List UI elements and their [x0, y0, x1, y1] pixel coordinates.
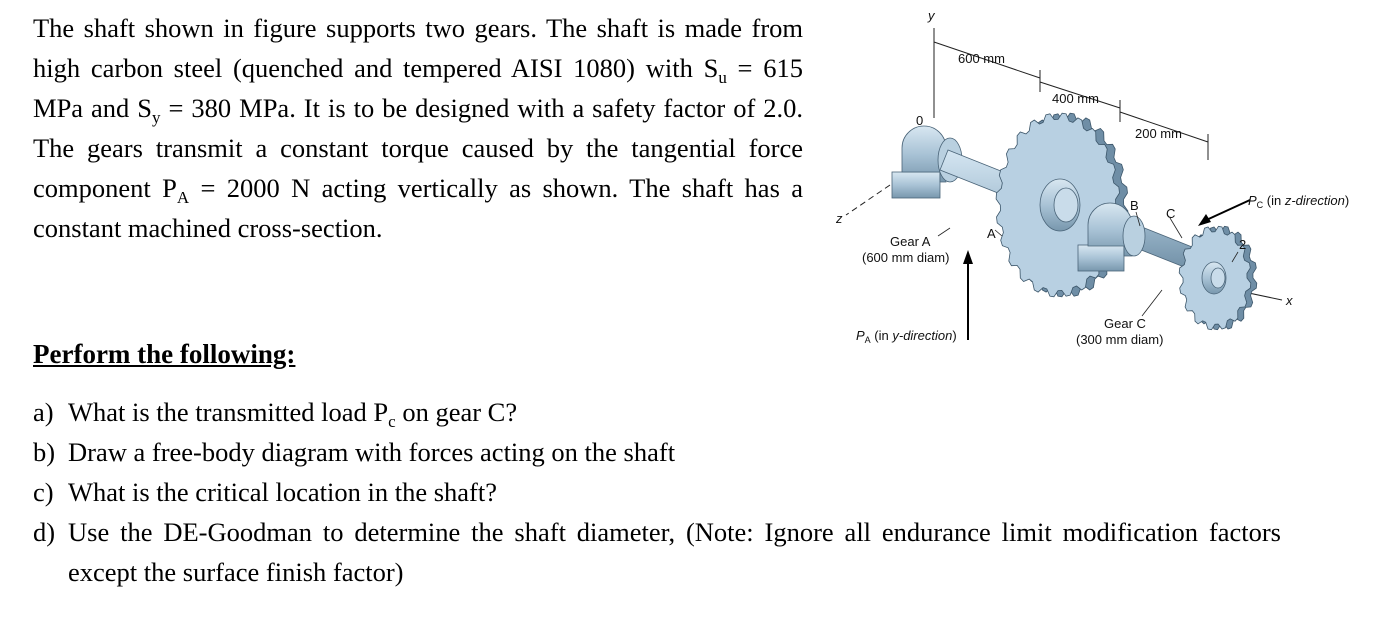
task-letter: d) — [33, 517, 56, 547]
task-b — [33, 432, 1281, 472]
point-a-label: A — [987, 226, 996, 241]
pa-sub: A — [864, 335, 871, 345]
origin-label: 0 — [916, 113, 924, 128]
problem-text: The shaft shown in figure supports two gears. The shaft is made from high carbon steel (quenched and tempered AISI 1080) with S — [33, 13, 803, 83]
task-c — [33, 472, 1281, 512]
section-heading: Perform the following: — [33, 339, 296, 369]
gear-a-name: Gear A — [890, 234, 931, 249]
point-b-label: B — [1130, 198, 1139, 213]
gear-a-diameter: (600 mm diam) — [862, 250, 950, 265]
gear-c-hub — [1202, 262, 1226, 294]
pc-label — [1248, 193, 1349, 210]
force-pc — [1198, 200, 1250, 226]
z-axis — [835, 185, 890, 226]
problem-text: = 380 MPa. It is to be designed with a safety factor of 2.0. The gears transmit a constant torque caused by the tangential force component P — [33, 93, 803, 203]
gear-a-hub — [1040, 179, 1080, 231]
z-axis-label: z — [836, 211, 843, 226]
pc-symbol: P — [1248, 193, 1257, 208]
shaft-gear-figure — [830, 0, 1380, 360]
pa-symbol: P — [856, 328, 865, 343]
pc-direction: z-direction — [1284, 193, 1345, 208]
problem-text: = 615 MPa and S — [33, 53, 803, 123]
number-2-label: 2 — [1239, 237, 1247, 252]
pc-subscript: c — [388, 412, 396, 431]
dim-200-label: 200 mm — [1135, 126, 1182, 141]
task-letter: b) — [33, 437, 56, 467]
pc-rest: (in — [1263, 193, 1285, 208]
pc-sub: C — [1256, 200, 1264, 210]
dim-400-label: 400 mm — [1052, 91, 1099, 106]
force-pa — [963, 250, 973, 340]
y-axis-label: y — [928, 8, 935, 23]
problem-text: = 2000 N acting vertically as shown. The shaft has a constant machined cross-section. — [33, 173, 803, 243]
pa-rest: (in — [870, 328, 893, 343]
x-axis-label: x — [1286, 293, 1293, 308]
gear-c-diameter: (300 mm diam) — [1076, 332, 1164, 347]
sy-subscript: y — [152, 108, 161, 127]
task-text — [68, 392, 1281, 432]
pa-direction: y-direction — [892, 328, 953, 343]
point-c-label: C — [1166, 206, 1176, 221]
task-list — [33, 392, 1281, 592]
pc-end: ) — [1344, 193, 1350, 208]
y-axis — [927, 8, 936, 118]
pa-subscript: A — [176, 188, 190, 207]
task-letter: c) — [33, 477, 54, 507]
problem-statement — [33, 8, 803, 248]
task-text: Draw a free-body diagram with forces acting on the shaft — [68, 437, 676, 467]
task-text-part: What is the transmitted load P — [68, 397, 389, 427]
pa-label — [856, 328, 957, 345]
task-a — [33, 392, 1281, 432]
gear-c-name: Gear C — [1104, 316, 1146, 331]
su-subscript: u — [718, 68, 727, 87]
task-text: Use the DE-Goodman to determine the shaft diameter, (Note: Ignore all endurance limit modification factors except the surface finish factor) — [68, 517, 1281, 587]
task-text: What is the critical location in the shaft? — [68, 477, 497, 507]
task-text-part: on gear C? — [395, 397, 518, 427]
pa-end: ) — [952, 328, 957, 343]
task-letter: a) — [33, 397, 54, 427]
task-d — [33, 512, 1281, 592]
dim-600-label: 600 mm — [958, 51, 1005, 66]
